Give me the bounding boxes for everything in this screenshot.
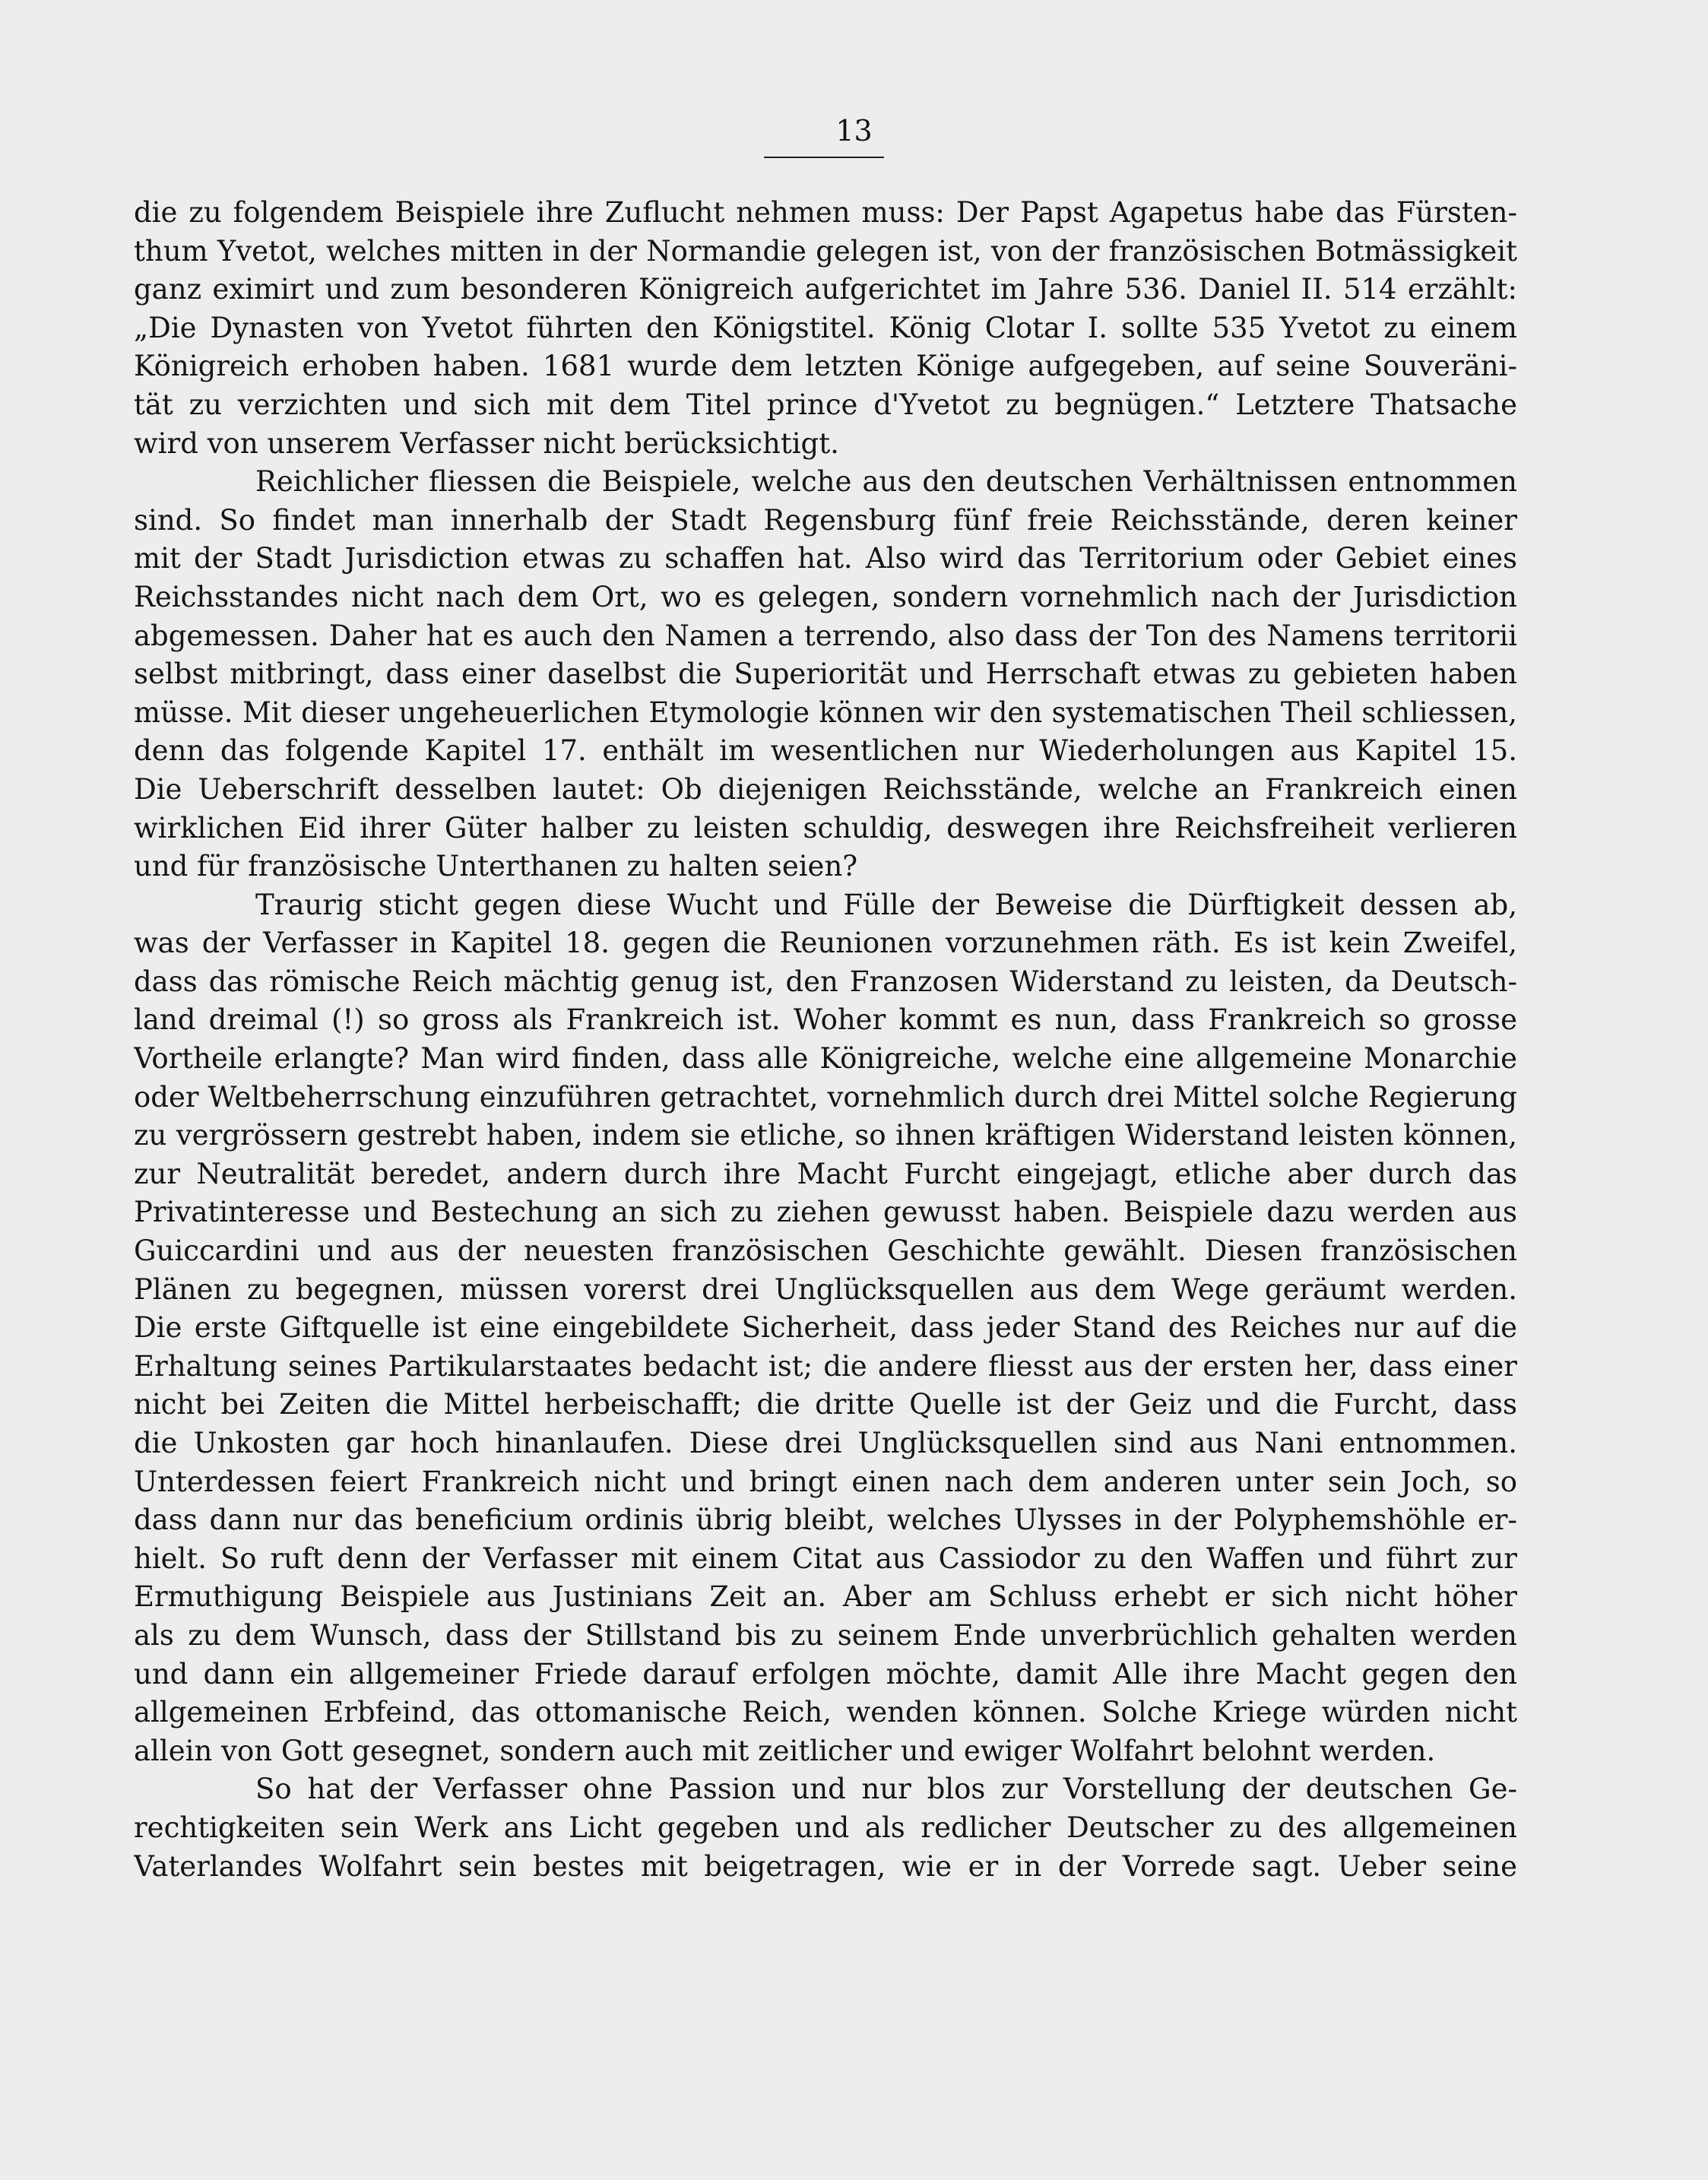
text-line: Unterdessen feiert Frankreich nicht und bringt einen nach dem anderen unter sein Joch, so [134,1465,1517,1498]
text-line: oder Weltbeherrschung einzuführen getrachtet, vornehmlich durch drei Mittel solche Regierung [134,1080,1517,1114]
paragraph-start-line: Reichlicher fliessen die Beispiele, welche aus den deutschen Verhältnissen entnommen [255,465,1517,499]
text-line: mit der Stadt Jurisdiction etwas zu schaffen hat. Also wird das Territorium oder Gebiet eines [134,542,1517,575]
text-line: zu vergrössern gestrebt haben, indem sie etliche, so ihnen kräftigen Widerstand leisten können, [134,1119,1517,1152]
text-line: müsse. Mit dieser ungeheuerlichen Etymologie können wir den systematischen Theil schliessen, [134,696,1517,729]
text-line: „Die Dynasten von Yvetot führten den Königstitel. König Clotar I. sollte 535 Yvetot zu einem [134,311,1517,344]
text-line: Plänen zu begegnen, müssen vorerst drei Unglücksquellen aus dem Wege geräumt werden. [134,1272,1517,1306]
text-line: land dreimal (!) so gross als Frankreich ist. Woher kommt es nun, dass Frankreich so grosse [134,1003,1517,1037]
text-line: als zu dem Wunsch, dass der Stillstand bis zu seinem Ende unverbrüchlich gehalten werden [134,1618,1517,1652]
text-line: Guiccardini und aus der neuesten französischen Geschichte gewählt. Diesen französischen [134,1234,1517,1268]
text-line: die zu folgendem Beispiele ihre Zuflucht nehmen muss: Der Papst Agapetus habe das Fürsten- [134,196,1517,229]
text-line: Reichsstandes nicht nach dem Ort, wo es gelegen, sondern vornehmlich nach der Jurisdiction [134,580,1517,613]
text-line: Die erste Giftquelle ist eine eingebildete Sicherheit, dass jeder Stand des Reiches nur auf die [134,1311,1517,1345]
text-line: allgemeinen Erbfeind, das ottomanische Reich, wenden können. Solche Kriege würden nicht [134,1696,1517,1729]
text-line: Die Ueberschrift desselben lautet: Ob diejenigen Reichsstände, welche an Frankreich einen [134,772,1517,806]
text-line: abgemessen. Daher hat es auch den Namen a terrendo, also dass der Ton des Namens territorii [134,619,1517,652]
text-line: Privatinteresse und Bestechung an sich zu ziehen gewusst haben. Beispiele dazu werden aus [134,1196,1517,1229]
text-line: die Unkosten gar hoch hinanlaufen. Diese drei Unglücksquellen sind aus Nani entnommen. [134,1427,1517,1459]
text-line: rechtigkeiten sein Werk ans Licht gegeben und als redlicher Deutscher zu des allgemeinen [134,1811,1517,1844]
text-line: Ermuthigung Beispiele aus Justinians Zeit an. Aber am Schluss erhebt er sich nicht höher [134,1580,1517,1614]
text-line: und für französische Unterthanen zu halten seien? [134,850,858,883]
text-line: denn das folgende Kapitel 17. enthält im wesentlichen nur Wiederholungen aus Kapitel 15. [134,734,1517,768]
text-line: und dann ein allgemeiner Friede darauf erfolgen möchte, damit Alle ihre Macht gegen den [134,1657,1517,1690]
paragraph-start-line: So hat der Verfasser ohne Passion und nur blos zur Vorstellung der deutschen Ge- [255,1773,1517,1806]
text-line: hielt. So ruft denn der Verfasser mit einem Citat aus Cassiodor zu den Waffen und führt zur [134,1542,1517,1575]
text-line: wirklichen Eid ihrer Güter halber zu leisten schuldig, deswegen ihre Reichsfreiheit verlieren [134,811,1517,844]
text-line: Vaterlandes Wolfahrt sein bestes mit beigetragen, wie er in der Vorrede sagt. Ueber seine [134,1849,1517,1883]
text-line: Königreich erhoben haben. 1681 wurde dem letzten Könige aufgegeben, auf seine Souveräni- [134,350,1517,383]
text-line: dass das römische Reich mächtig genug ist, den Franzosen Widerstand zu leisten, da Deutsch- [134,965,1517,998]
text-line: thum Yvetot, welches mitten in der Normandie gelegen ist, von der französischen Botmässigkeit [134,234,1517,268]
text-line: nicht bei Zeiten die Mittel herbeischafft; die dritte Quelle ist der Geiz und die Furcht, dass [134,1388,1517,1421]
text-line: sind. So findet man innerhalb der Stadt Regensburg fünf freie Reichsstände, deren keiner [134,503,1517,537]
text-line: allein von Gott gesegnet, sondern auch mit zeitlicher und ewiger Wolfahrt belohnt werden. [134,1734,1436,1767]
text-line: zur Neutralität beredet, andern durch ihre Macht Furcht eingejagt, etliche aber durch das [134,1157,1517,1190]
body-text [134,194,1517,1886]
text-line: tät zu verzichten und sich mit dem Titel prince d'Yvetot zu begnügen.“ Letztere Thatsache [134,388,1517,421]
text-line: Vortheile erlangte? Man wird finden, dass alle Königreiche, welche eine allgemeine Monarchie [134,1042,1517,1076]
paragraph-start-line: Traurig sticht gegen diese Wucht und Fülle der Beweise die Dürftigkeit dessen ab, [255,888,1517,921]
page-number: 13 [835,114,873,147]
page-number-rule [764,157,884,158]
text-line: dass dann nur das beneficium ordinis übrig bleibt, welches Ulysses in der Polyphemshöhle er- [134,1504,1517,1537]
text-line: wird von unserem Verfasser nicht berücksichtigt. [134,426,839,460]
text-line: ganz eximirt und zum besonderen Königreich aufgerichtet im Jahre 536. Daniel II. 514 erzählt: [134,273,1517,306]
text-line: Erhaltung seines Partikularstaates bedacht ist; die andere fliesst aus der ersten her, dass einer [134,1349,1517,1383]
text-line: selbst mitbringt, dass einer daselbst die Superiorität und Herrschaft etwas zu gebieten haben [134,657,1517,691]
text-line: was der Verfasser in Kapitel 18. gegen die Reunionen vorzunehmen räth. Es ist kein Zweifel, [134,927,1517,960]
